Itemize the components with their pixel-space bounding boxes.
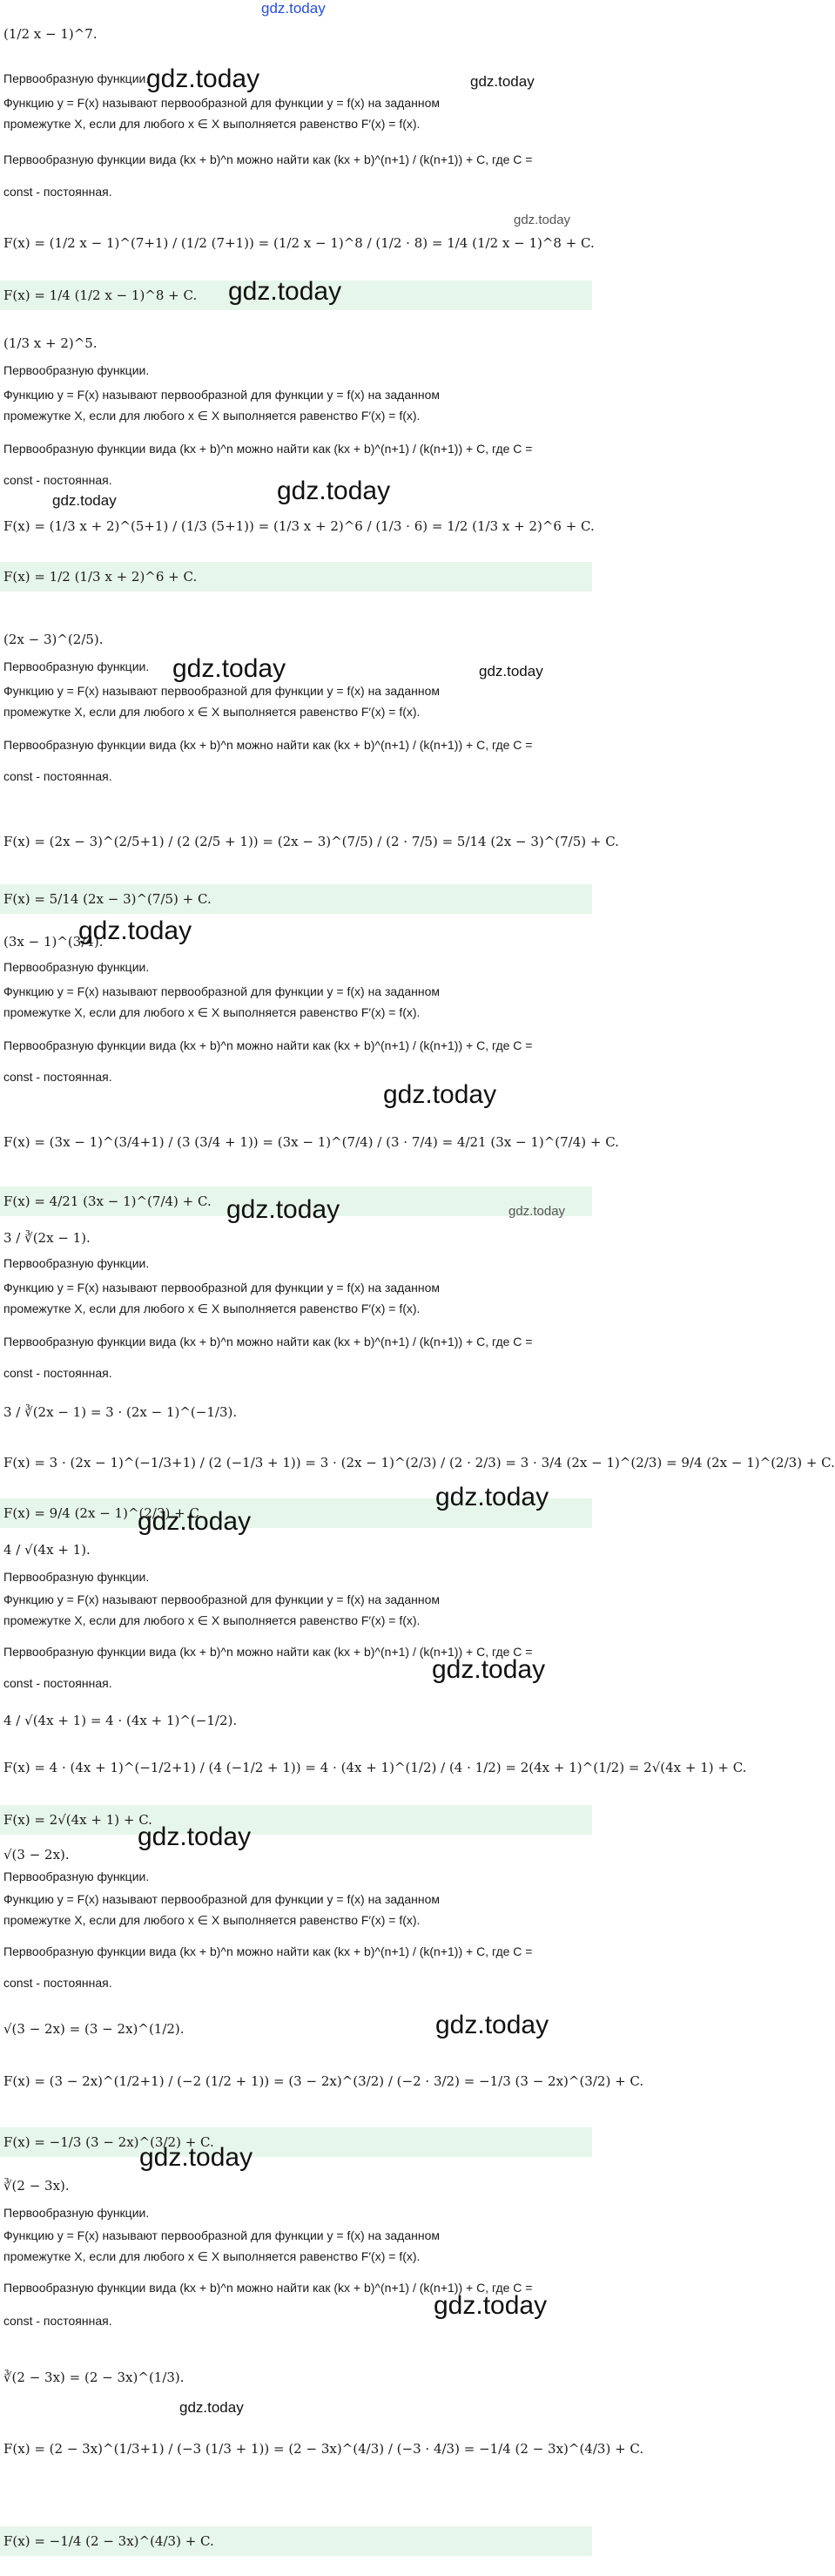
- answer: F(x) = 1/2 (1/3 x + 2)^6 + C.: [3, 569, 198, 585]
- watermark: gdz.today: [435, 2011, 549, 2039]
- rule-text: Первообразную функции вида (kx + b)^n можно найти как (kx + b)^(n+1) / (k(n+1)) + C, где C =: [3, 1645, 533, 1659]
- const-text: const - постоянная.: [3, 2314, 112, 2328]
- top-watermark: gdz.today: [261, 0, 326, 17]
- definition-line-2: промежутке X, если для любого x ∈ X выполняется равенство F′(x) = f(x).: [3, 117, 421, 131]
- calculation: F(x) = (3x − 1)^(3/4+1) / (3 (3/4 + 1)) = (3x − 1)^(7/4) / (3 · 7/4) = 4/21 (3x − 1)^(7/4) + C.: [3, 1134, 619, 1150]
- watermark: gdz.today: [470, 73, 535, 90]
- calculation: F(x) = (2x − 3)^(2/5+1) / (2 (2/5 + 1)) = (2x − 3)^(7/5) / (2 · 7/5) = 5/14 (2x − 3)^(7/5) + C.: [3, 834, 619, 849]
- definition-line-2: промежутке X, если для любого x ∈ X выполняется равенство F′(x) = f(x).: [3, 1005, 421, 1019]
- answer: F(x) = 1/4 (1/2 x − 1)^8 + C.: [3, 287, 198, 303]
- definition-line-2: промежутке X, если для любого x ∈ X выполняется равенство F′(x) = f(x).: [3, 1613, 421, 1627]
- definition-line-1: Функцию y = F(x) называют первообразной для функции y = f(x) на заданном: [3, 1281, 441, 1295]
- rewrite: 3 / ∛(2x − 1) = 3 · (2x − 1)^(−1/3).: [3, 1404, 238, 1420]
- watermark: gdz.today: [138, 1507, 252, 1536]
- solution-section-1: [0, 0, 595, 322]
- intro-text: Первообразную функции.: [3, 1570, 150, 1584]
- watermark: gdz.today: [138, 1822, 252, 1851]
- intro-text: Первообразную функции.: [3, 659, 150, 673]
- watermark: gdz.today: [179, 2399, 244, 2416]
- solution-section-8: [0, 2143, 644, 2576]
- function-expression: (2x − 3)^(2/5).: [3, 632, 104, 647]
- definition-line-1: Функцию y = F(x) называют первообразной для функции y = f(x) на заданном: [3, 984, 441, 998]
- answer: F(x) = 9/4 (2x − 1)^(2/3) + C.: [3, 1505, 204, 1521]
- const-text: const - постоянная.: [3, 185, 112, 199]
- intro-text: Первообразную функции.: [3, 71, 150, 85]
- definition-line-2: промежутке X, если для любого x ∈ X выполняется равенство F′(x) = f(x).: [3, 705, 421, 719]
- definition-line-2: промежутке X, если для любого x ∈ X выполняется равенство F′(x) = f(x).: [3, 409, 421, 423]
- calculation: F(x) = (1/3 x + 2)^(5+1) / (1/3 (5+1)) = (1/3 x + 2)^6 / (1/3 · 6) = 1/2 (1/3 x + 2)^6 + C.: [3, 518, 595, 534]
- rewrite: ∛(2 − 3x) = (2 − 3x)^(1/3).: [3, 2370, 185, 2385]
- watermark: gdz.today: [514, 213, 571, 227]
- calculation: F(x) = 4 · (4x + 1)^(−1/2+1) / (4 (−1/2 + 1)) = 4 · (4x + 1)^(1/2) / (4 · 1/2) = 2(4x + 1)^(1/2) = 2√(4x + 1) + C.: [3, 1760, 747, 1775]
- definition-line-1: Функцию y = F(x) называют первообразной для функции y = f(x) на заданном: [3, 388, 441, 402]
- function-expression: (1/2 x − 1)^7.: [3, 26, 98, 42]
- rule-text: Первообразную функции вида (kx + b)^n можно найти как (kx + b)^(n+1) / (k(n+1)) + C, где C =: [3, 738, 533, 752]
- solution-section-6: [0, 1507, 747, 1856]
- watermark: gdz.today: [479, 663, 543, 679]
- definition-line-1: Функцию y = F(x) называют первообразной для функции y = f(x) на заданном: [3, 2228, 441, 2242]
- rule-text: Первообразную функции вида (kx + b)^n можно найти как (kx + b)^(n+1) / (k(n+1)) + C, где C =: [3, 1038, 533, 1052]
- watermark: gdz.today: [146, 64, 260, 93]
- const-text: const - постоянная.: [3, 1976, 112, 1990]
- definition-line-1: Функцию y = F(x) называют первообразной для функции y = f(x) на заданном: [3, 1592, 441, 1606]
- intro-text: Первообразную функции.: [3, 1869, 150, 1883]
- definition-line-1: Функцию y = F(x) называют первообразной для функции y = f(x) на заданном: [3, 684, 441, 698]
- function-expression: ∛(2 − 3x).: [3, 2178, 70, 2194]
- intro-text: Первообразную функции.: [3, 1256, 150, 1270]
- definition-line-2: промежутке X, если для любого x ∈ X выполняется равенство F′(x) = f(x).: [3, 1302, 421, 1315]
- rule-text: Первообразную функции вида (kx + b)^n можно найти как (kx + b)^(n+1) / (k(n+1)) + C, где C =: [3, 152, 533, 166]
- watermark: gdz.today: [508, 1204, 566, 1219]
- calculation: F(x) = (3 − 2x)^(1/2+1) / (−2 (1/2 + 1)) = (3 − 2x)^(3/2) / (−2 · 3/2) = −1/3 (3 − 2x)^(3/2) + C.: [3, 2073, 644, 2089]
- answer: F(x) = 5/14 (2x − 3)^(7/5) + C.: [3, 891, 212, 907]
- answer: F(x) = −1/4 (2 − 3x)^(4/3) + C.: [3, 2533, 214, 2549]
- solution-section-7: [0, 1821, 644, 2187]
- watermark: gdz.today: [435, 1483, 549, 1511]
- rewrite: √(3 − 2x) = (3 − 2x)^(1/2).: [3, 2021, 185, 2037]
- rule-text: Первообразную функции вида (kx + b)^n можно найти как (kx + b)^(n+1) / (k(n+1)) + C, где C =: [3, 442, 533, 456]
- function-expression: 4 / √(4x + 1).: [3, 1542, 91, 1558]
- calculation: F(x) = (2 − 3x)^(1/3+1) / (−3 (1/3 + 1)) = (2 − 3x)^(4/3) / (−3 · 4/3) = −1/4 (2 − 3x)^(4/3) + C.: [3, 2441, 644, 2457]
- answer: F(x) = 2√(4x + 1) + C.: [3, 1812, 152, 1828]
- definition-line-1: Функцию y = F(x) называют первообразной для функции y = f(x) на заданном: [3, 1892, 441, 1906]
- watermark: gdz.today: [226, 1195, 340, 1224]
- function-expression: (1/3 x + 2)^5.: [3, 335, 98, 351]
- calculation: F(x) = 3 · (2x − 1)^(−1/3+1) / (2 (−1/3 + 1)) = 3 · (2x − 1)^(2/3) / (2 · 2/3) = 3 · 3/4 (2x − 1)^(2/3) = 9/4 (2x − 1)^(2/3) + C.: [3, 1455, 835, 1471]
- rule-text: Первообразную функции вида (kx + b)^n можно найти как (kx + b)^(n+1) / (k(n+1)) + C, где C =: [3, 1335, 533, 1349]
- intro-text: Первообразную функции.: [3, 960, 150, 974]
- solution-section-4: [0, 906, 619, 1237]
- solution-section-3: [0, 605, 619, 936]
- watermark: gdz.today: [277, 477, 391, 505]
- solution-section-2: [0, 309, 595, 623]
- watermark: gdz.today: [52, 492, 117, 509]
- watermark: gdz.today: [139, 2143, 253, 2172]
- rule-text: Первообразную функции вида (kx + b)^n можно найти как (kx + b)^(n+1) / (k(n+1)) + C, где C =: [3, 2281, 533, 2295]
- const-text: const - постоянная.: [3, 473, 112, 487]
- watermark: gdz.today: [228, 277, 342, 306]
- function-expression: √(3 − 2x).: [3, 1847, 70, 1863]
- definition-line-2: промежутке X, если для любого x ∈ X выполняется равенство F′(x) = f(x).: [3, 1913, 421, 1927]
- watermark: gdz.today: [383, 1080, 497, 1109]
- watermark: gdz.today: [78, 916, 192, 945]
- function-expression: 3 / ∛(2x − 1).: [3, 1230, 91, 1246]
- intro-text: Первообразную функции.: [3, 2206, 150, 2220]
- watermark: gdz.today: [172, 654, 286, 683]
- answer: F(x) = −1/3 (3 − 2x)^(3/2) + C.: [3, 2134, 214, 2150]
- rule-text: Первообразную функции вида (kx + b)^n можно найти как (kx + b)^(n+1) / (k(n+1)) + C, где C =: [3, 1944, 533, 1958]
- answer: F(x) = 4/21 (3x − 1)^(7/4) + C.: [3, 1193, 212, 1209]
- watermark: gdz.today: [434, 2291, 548, 2320]
- intro-text: Первообразную функции.: [3, 363, 150, 377]
- function-expression: (3x − 1)^(3/4).: [3, 934, 104, 950]
- const-text: const - постоянная.: [3, 1676, 112, 1690]
- const-text: const - постоянная.: [3, 1070, 112, 1084]
- const-text: const - постоянная.: [3, 1366, 112, 1380]
- const-text: const - постоянная.: [3, 769, 112, 783]
- calculation: F(x) = (1/2 x − 1)^(7+1) / (1/2 (7+1)) = (1/2 x − 1)^8 / (1/2 · 8) = 1/4 (1/2 x − 1)^8 + C.: [3, 235, 595, 251]
- definition-line-1: Функцию y = F(x) называют первообразной для функции y = f(x) на заданном: [3, 96, 441, 110]
- watermark: gdz.today: [432, 1655, 546, 1684]
- rewrite: 4 / √(4x + 1) = 4 · (4x + 1)^(−1/2).: [3, 1713, 238, 1728]
- definition-line-2: промежутке X, если для любого x ∈ X выполняется равенство F′(x) = f(x).: [3, 2249, 421, 2263]
